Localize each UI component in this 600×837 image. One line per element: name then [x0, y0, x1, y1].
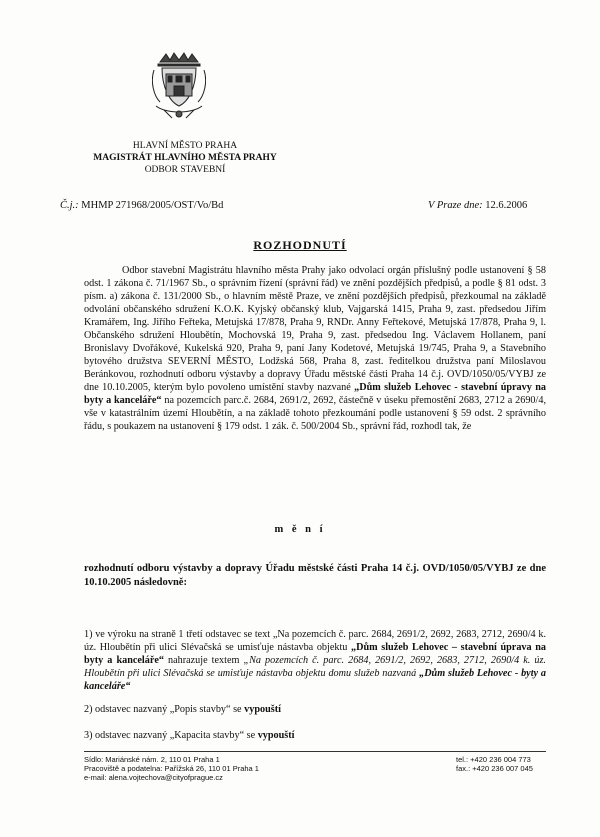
item2-action: vypouští: [244, 704, 281, 715]
document-title: ROZHODNUTÍ: [253, 238, 347, 252]
footer-divider: [84, 751, 546, 752]
issuer-department: ODBOR STAVEBNÍ: [144, 165, 226, 175]
change-item-3: [84, 729, 546, 742]
item3-action: vypouští: [257, 730, 295, 741]
intro-text-2: na pozemcích parc.č. 2684, 2691/2, 2692, částečně v úseku přemostění 2683, 2712 a 2690/4, vše v katastrálním území Hloubětín, a na základě tohoto přezkoumání podle ustanovení § 59 odst. 2 správního řádu, s poukazem na ustanovení § 179 odst. 1 zák. č. 500/2004 Sb., správní řád, rozhodl tak, že: [84, 395, 546, 432]
reference-label: Č.j.:: [60, 200, 79, 211]
date-label: V Praze dne:: [428, 200, 483, 211]
issuer-city: HLAVNÍ MĚSTO PRAHA: [132, 141, 238, 151]
item1-old-name: „Dům služeb Lehovec – stavební úprava na byty a kanceláře“: [84, 642, 546, 666]
footer-office: Pracoviště a podatelna: Pařížská 26, 110 01 Praha 1: [84, 764, 259, 773]
item1-new-text: „Na pozemcích č. parc. 2684, 2691/2, 2692, 2683, 2712, 2690/4 k. úz. Hloubětín při ulici Slévačská se umisťuje nástavba objektu domu služeb nazvaná: [84, 655, 546, 679]
item1-text: 1) ve výroku na straně 1 třetí odstavec se text „Na pozemcích č. parc. 2684, 2691/2, 2692, 2683, 2712, 2690/4 k. úz. Hloubětín při ulici Slévačská se umisťuje nástavba objektu: [84, 629, 546, 653]
issuer-office: MAGISTRÁT HLAVNÍHO MĚSTA PRAHY: [93, 153, 277, 163]
project-name: „Dům služeb Lehovec - stavební úpravy na byty a kanceláře“: [84, 382, 546, 406]
item3-text: 3) odstavec nazvaný „Kapacita stavby“ se: [84, 730, 258, 741]
footer-address: [84, 755, 259, 782]
footer-phone: tel.: +420 236 004 773: [456, 755, 531, 764]
item1-connector: nahrazuje textem: [163, 655, 244, 666]
footer-email: e-mail: alena.vojtechova@cityofprague.cz: [84, 773, 223, 782]
decision-statement: rozhodnutí odboru výstavby a dopravy Úřadu městské části Praha 14 č.j. OVD/1050/05/VYBJ ze dne 10.10.2005 následovně:: [84, 563, 546, 588]
item2-text: 2) odstavec nazvaný „Popis stavby“ se: [84, 704, 245, 715]
verdict-word: m ě n í: [274, 524, 326, 535]
document-date: [428, 200, 527, 211]
footer-seat: Sídlo: Mariánské nám. 2, 110 01 Praha 1: [84, 755, 220, 764]
intro-text-1: Odbor stavební Magistrátu hlavního města Prahy jako odvolací orgán příslušný podle ustanovení § 58 odst. 1 zákona č. 71/1967 Sb., o správním řízení (správní řád) ve znění pozdějších předpisů, a podle § 81 odst. 3 písm. a) zákona č. 131/2000 Sb., o hlavním městě Praze, ve znění pozdějších předpisů, přezkoumal na základě odvolání občanského sdružení K.O.K. Kyjský občanský klub, Vajgarská 1415, Praha 9, zast. předsedou Jiřím Kramářem, Ing. Jiřího Feřteka, Metujská 17/878, Praha 9, RNDr. Anny Feřtekové, Metujská 17/878, Praha 9, l. Občanského sdružení Hloubětín, Mochovská 19, Praha 9, zast. předsedou Ing. Václavem Hollanem, paní Bronislavy Dvořákové, Kukelská 920, Praha 9, paní Jany Kodetové, Metujská 19/745, Praha 9, a Stavebního bytového družstva SEVERNÍ MĚSTO, Lodžská 568, Praha 8, zast. ředitelkou družstva paní Miloslavou Beránkovou, rozhodnutí odboru výstavby a dopravy Úřadu městské části Praha 14 č.j. OVD/1050/05/VYBJ ze dne 10.10.2005, kterým bylo povoleno umístění stavby nazvané: [84, 265, 546, 393]
change-item-2: [84, 703, 546, 716]
date-value: 12.6.2006: [482, 200, 528, 211]
issuer-header: [60, 140, 310, 176]
prague-coat-of-arms-logo: [152, 52, 206, 122]
intro-paragraph: [84, 264, 546, 433]
change-item-1: [84, 628, 546, 693]
reference-number: [60, 200, 223, 211]
footer-contacts: [456, 755, 533, 773]
item1-new-name: „Dům služeb Lehovec - byty a kanceláře“: [84, 668, 547, 692]
reference-value: MHMP 271968/2005/OST/Vo/Bd: [78, 200, 224, 211]
footer-fax: fax.: +420 236 007 045: [456, 764, 533, 773]
